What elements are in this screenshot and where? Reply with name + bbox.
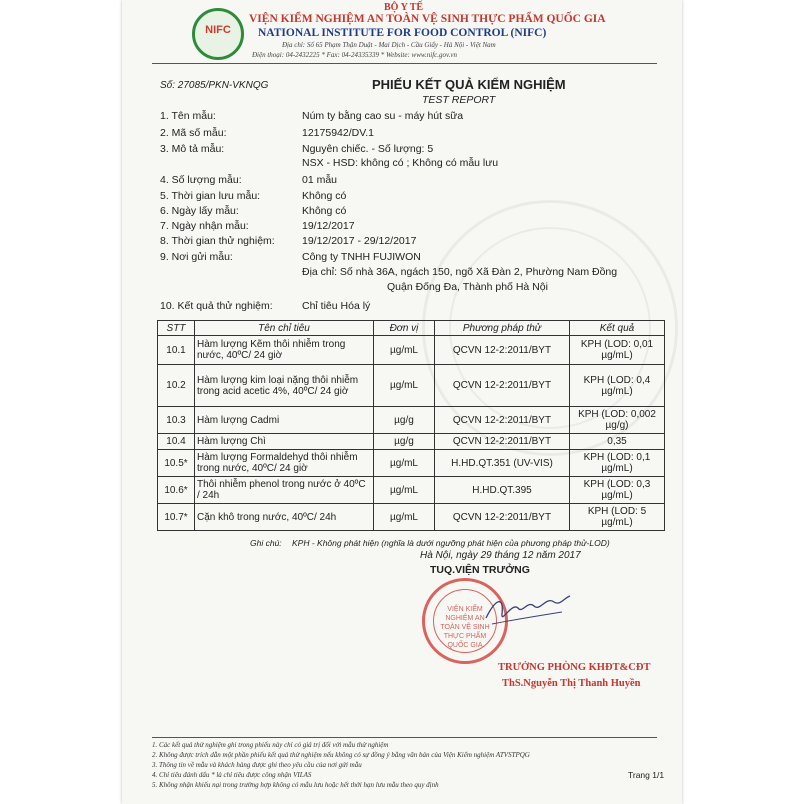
institute-name-vn: VIỆN KIỂM NGHIỆM AN TOÀN VỆ SINH THỰC PHẨM QUỐC GIA (249, 13, 606, 25)
field-value: 19/12/2017 - 29/12/2017 (302, 235, 417, 247)
field-label: 2. Mã số mẫu: (160, 127, 227, 139)
ministry-name: BỘ Y TẾ (384, 2, 424, 13)
cell-unit: µg/mL (374, 477, 435, 504)
institute-contact: Điện thoại: 04-2432225 * Fax: 04-24335339 * Website: www.nifc.gov.vn (252, 51, 457, 59)
field-label: 10. Kết quả thử nghiệm: (160, 300, 273, 312)
header-divider (152, 63, 657, 64)
field-value: Không có (302, 205, 347, 217)
page-number: Trang 1/1 (628, 770, 665, 780)
field-label: 8. Thời gian thử nghiệm: (160, 235, 275, 247)
field-value: Công ty TNHH FUJIWON (302, 251, 421, 263)
cell-unit: µg/mL (374, 336, 435, 365)
cell-stt: 10.4 (158, 434, 195, 450)
cell-name: Hàm lượng kim loại nặng thôi nhiễm trong acid acetic 4%, 40ºC/ 24 giờ (195, 365, 374, 407)
cell-stt: 10.3 (158, 407, 195, 434)
column-header: Tên chỉ tiêu (195, 321, 374, 336)
cell-name: Hàm lượng Formaldehyd thôi nhiễm trong nước, 40ºC/ 24 giờ (195, 450, 374, 477)
field-value: Chỉ tiêu Hóa lý (302, 300, 371, 312)
footnote: 4. Chỉ tiêu đánh dấu * là chỉ tiêu được công nhận VILAS (152, 771, 312, 779)
table-row (158, 504, 665, 531)
signatory-name: ThS.Nguyễn Thị Thanh Huyền (502, 678, 641, 689)
footer-divider (152, 737, 657, 738)
field-value: Không có (302, 190, 347, 202)
cell-name: Hàm lượng Chì (195, 434, 374, 450)
field-label: 6. Ngày lấy mẫu: (160, 205, 239, 217)
stamp-text: VIỆN KIỂM NGHIỆM AN TOÀN VỆ SINH THỰC PHẨM QUỐC GIA (440, 606, 490, 649)
column-header: Đơn vị (374, 321, 435, 336)
institute-name-en: NATIONAL INSTITUTE FOR FOOD CONTROL (NIFC) (258, 27, 547, 39)
column-header: Kết quả (570, 321, 665, 336)
field-label: 9. Nơi gửi mẫu: (160, 251, 233, 263)
logo-text: NIFC (205, 24, 231, 36)
signatory-role: TUQ.VIỆN TRƯỞNG (430, 564, 530, 576)
cell-unit: µg/g (374, 407, 435, 434)
column-header: STT (158, 321, 195, 336)
field-value: 12175942/DV.1 (302, 127, 375, 139)
field-label: 3. Mô tả mẫu: (160, 143, 225, 155)
field-value: 01 mẫu (302, 174, 338, 186)
field-label: 5. Thời gian lưu mẫu: (160, 190, 261, 202)
field-value: NSX - HSD: không có ; Không có mẫu lưu (302, 157, 499, 169)
table-row (158, 450, 665, 477)
cell-name: Hàm lượng Kẽm thôi nhiễm trong nước, 40ºC/ 24 giờ (195, 336, 374, 365)
cell-result: KPH (LOD: 0,4 µg/mL) (570, 365, 665, 407)
signatory-position: TRƯỞNG PHÒNG KHĐT&CĐT (498, 662, 651, 673)
report-date: Hà Nội, ngày 29 tháng 12 năm 2017 (420, 550, 581, 561)
cell-name: Thôi nhiễm phenol trong nước ở 40ºC / 24h (195, 477, 374, 504)
field-value: Địa chỉ: Số nhà 36A, ngách 150, ngõ Xã Đàn 2, Phường Nam Đồng (302, 266, 618, 278)
table-row (158, 434, 665, 450)
report-title-en: TEST REPORT (422, 94, 496, 106)
report-number: Số: 27085/PKN-VKNQG (160, 80, 269, 91)
report-title-vn: PHIẾU KẾT QUẢ KIỂM NGHIỆM (372, 77, 566, 92)
cell-method: QCVN 12-2:2011/BYT (435, 434, 570, 450)
field-label: 1. Tên mẫu: (160, 110, 216, 122)
cell-stt: 10.1 (158, 336, 195, 365)
cell-stt: 10.2 (158, 365, 195, 407)
note-label: Ghi chú: (250, 538, 282, 548)
field-value: Núm ty bằng cao su - máy hút sữa (302, 110, 464, 122)
cell-unit: µg/mL (374, 504, 435, 531)
table-row (158, 477, 665, 504)
nifc-logo (192, 8, 244, 60)
cell-unit: µg/mL (374, 365, 435, 407)
footnote: 2. Không được trích dẫn một phần phiếu kết quả thử nghiệm nếu không có sự đồng ý bằng văn bản của Viện Kiểm nghiệm ATVSTPQG (152, 751, 530, 759)
cell-name: Hàm lượng Cadmi (195, 407, 374, 434)
cell-result: 0,35 (570, 434, 665, 450)
cell-method: QCVN 12-2:2011/BYT (435, 407, 570, 434)
note-text: KPH - Không phát hiện (nghĩa là dưới ngưỡng phát hiện của phương pháp thử-LOD) (292, 538, 610, 548)
results-table (157, 320, 665, 531)
cell-result: KPH (LOD: 5 µg/mL) (570, 504, 665, 531)
cell-result: KPH (LOD: 0,3 µg/mL) (570, 477, 665, 504)
cell-result: KPH (LOD: 0,01 µg/mL) (570, 336, 665, 365)
column-header: Phương pháp thử (435, 321, 570, 336)
field-value: Nguyên chiếc. - Số lượng: 5 (302, 143, 434, 155)
cell-unit: µg/g (374, 434, 435, 450)
cell-method: QCVN 12-2:2011/BYT (435, 504, 570, 531)
cell-stt: 10.5* (158, 450, 195, 477)
table-row (158, 365, 665, 407)
cell-result: KPH (LOD: 0,1 µg/mL) (570, 450, 665, 477)
table-header-row (158, 321, 665, 336)
table-row (158, 336, 665, 365)
footnote: 5. Không nhận khiếu nại trong trường hợp không có mẫu lưu hoặc hết thời hạn lưu mẫu theo quy định (152, 781, 439, 789)
cell-name: Cặn khô trong nước, 40ºC/ 24h (195, 504, 374, 531)
field-label: 7. Ngày nhận mẫu: (160, 220, 249, 232)
table-row (158, 407, 665, 434)
cell-stt: 10.6* (158, 477, 195, 504)
cell-unit: µg/mL (374, 450, 435, 477)
cell-method: H.HD.QT.395 (435, 477, 570, 504)
document-page (122, 0, 682, 804)
field-value: Quận Đống Đa, Thành phố Hà Nội (387, 281, 548, 293)
cell-method: QCVN 12-2:2011/BYT (435, 365, 570, 407)
cell-stt: 10.7* (158, 504, 195, 531)
institute-address: Địa chỉ: Số 65 Phạm Thận Duật - Mai Dịch - Cầu Giấy - Hà Nội - Việt Nam (282, 41, 496, 49)
cell-result: KPH (LOD: 0,002 µg/g) (570, 407, 665, 434)
field-value: 19/12/2017 (302, 220, 355, 232)
cell-method: QCVN 12-2:2011/BYT (435, 336, 570, 365)
handwritten-signature (482, 590, 572, 630)
field-label: 4. Số lượng mẫu: (160, 174, 242, 186)
footnote: 3. Thông tin về mẫu và khách hàng được ghi theo yêu cầu của nơi gửi mẫu (152, 761, 362, 769)
footnote: 1. Các kết quả thử nghiệm ghi trong phiếu này chỉ có giá trị đối với mẫu thử nghiệm (152, 741, 389, 749)
cell-method: H.HD.QT.351 (UV-VIS) (435, 450, 570, 477)
